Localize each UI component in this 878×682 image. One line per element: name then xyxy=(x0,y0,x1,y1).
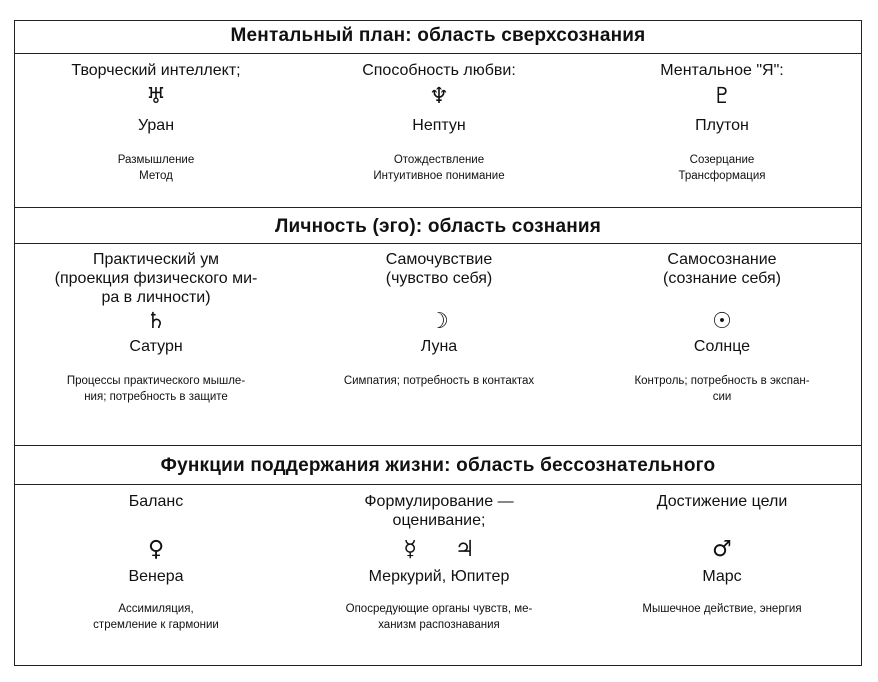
column-heading-line: (сознание себя) xyxy=(663,270,781,287)
section-title-personality: Личность (эго): область сознания xyxy=(274,216,602,237)
column-heading-line: (проекция физического ми- xyxy=(54,270,258,287)
venus-symbol-icon: ♀ xyxy=(147,537,165,562)
description-line: Опосредующие органы чувств, ме- xyxy=(345,603,533,615)
description-line: Ассимиляция, xyxy=(118,603,194,615)
planet-name: Меркурий, Юпитер xyxy=(368,568,510,585)
description-line: Процессы практического мышле- xyxy=(66,375,246,387)
mercury-symbol-icon: ☿ xyxy=(403,537,417,562)
column-heading: Ментальное "Я": xyxy=(660,62,784,79)
column-pluto xyxy=(581,61,863,184)
description-line: стремление к гармонии xyxy=(93,619,219,631)
column-heading-line: Самосознание xyxy=(667,251,777,268)
column-heading: Творческий интеллект; xyxy=(71,62,241,79)
saturn-symbol-icon: ♄ xyxy=(146,309,166,334)
planetary-functions-table xyxy=(14,20,862,666)
section-title-life-support: Функции поддержания жизни: область бессознательного xyxy=(160,455,716,476)
neptune-symbol-icon: ♆ xyxy=(429,84,449,109)
column-heading-line: Достижение цели xyxy=(656,493,788,510)
description-line: Созерцание xyxy=(689,154,755,166)
section-title-mental-plane: Ментальный план: область сверхсознания xyxy=(230,25,646,46)
divider xyxy=(15,53,861,54)
description-line: ханизм распознавания xyxy=(378,619,500,631)
description-line: сии xyxy=(712,391,732,403)
pluto-symbol-icon: ♇ xyxy=(712,84,732,109)
planet-name: Нептун xyxy=(412,117,466,134)
column-heading-line: (чувство себя) xyxy=(385,270,493,287)
divider xyxy=(15,243,861,244)
divider xyxy=(15,445,861,446)
column-moon xyxy=(298,250,580,389)
column-heading-line: Баланс xyxy=(128,493,184,510)
description-line: Интуитивное понимание xyxy=(373,170,505,182)
description-line: Трансформация xyxy=(678,170,766,182)
column-heading-line: Практический ум xyxy=(92,251,220,268)
uranus-symbol-icon: ♅ xyxy=(146,84,166,109)
column-neptune xyxy=(298,61,580,184)
planet-name: Солнце xyxy=(693,338,751,355)
column-saturn xyxy=(15,250,297,405)
column-uranus xyxy=(15,61,297,184)
jupiter-symbol-icon: ♃ xyxy=(454,537,475,562)
column-heading-line: оценивание; xyxy=(392,512,486,529)
description-line: ния; потребность в защите xyxy=(84,391,228,403)
glyph-pair xyxy=(298,537,580,563)
description-line: Метод xyxy=(139,170,173,182)
moon-symbol-icon: ☽ xyxy=(429,309,449,334)
divider xyxy=(15,207,861,208)
column-heading-line: Самочувствие xyxy=(385,251,493,268)
column-sun xyxy=(581,250,863,405)
planet-name: Уран xyxy=(137,117,175,134)
column-heading-line: Формулирование — xyxy=(364,493,514,510)
description-line: Мышечное действие, энергия xyxy=(642,603,802,615)
divider xyxy=(15,484,861,485)
column-heading-line: ра в личности) xyxy=(101,289,211,306)
planet-name: Венера xyxy=(128,568,184,585)
sun-symbol-icon: ☉ xyxy=(712,309,732,334)
description-line: Отождествление xyxy=(393,154,485,166)
column-venus xyxy=(15,492,297,633)
column-mercury-jupiter xyxy=(298,492,580,633)
column-heading: Способность любви: xyxy=(362,62,516,79)
planet-name: Сатурн xyxy=(129,338,183,355)
column-mars xyxy=(581,492,863,617)
description-line: Контроль; потребность в экспан- xyxy=(634,375,810,387)
planet-name: Плутон xyxy=(695,117,749,134)
description-line: Симпатия; потребность в контактах xyxy=(343,375,535,387)
planet-name: Марс xyxy=(702,568,742,585)
description-line: Размышление xyxy=(117,154,195,166)
planet-name: Луна xyxy=(420,338,458,355)
mars-symbol-icon: ♂ xyxy=(712,537,732,562)
